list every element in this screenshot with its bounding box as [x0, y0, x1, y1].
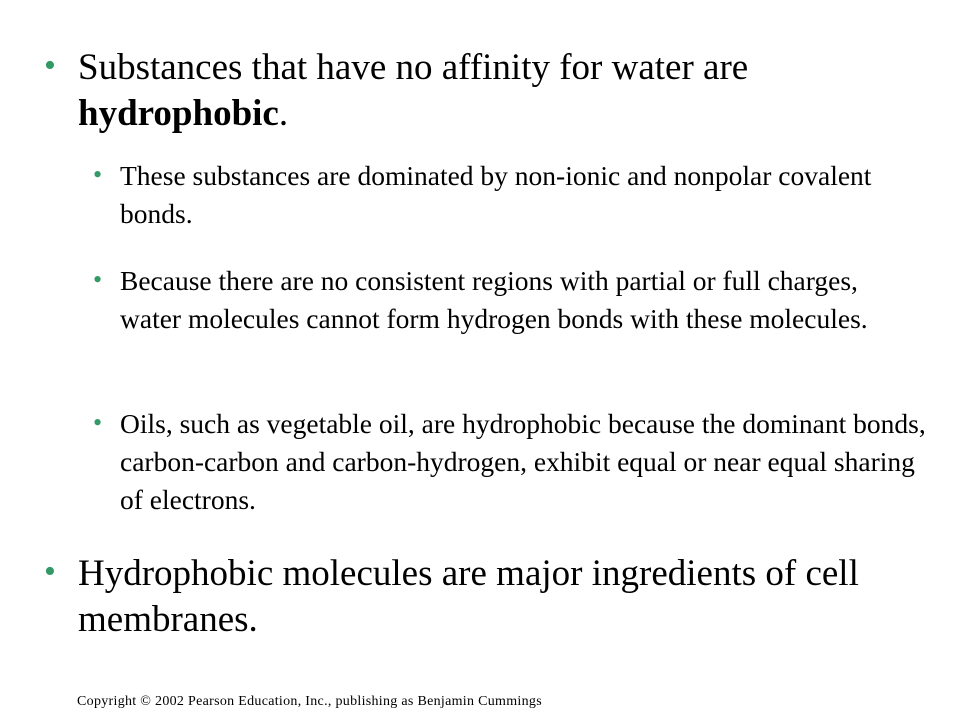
bullet-dot-icon: •: [93, 265, 103, 294]
bullet-text-end: .: [278, 93, 289, 134]
sub-bullet-oils: [93, 405, 930, 519]
bullet-dot-icon: •: [93, 160, 103, 189]
bullet-text: Oils, such as vegetable oil, are hydrophobic because the dominant bonds, carbon-carbon and carbon-hydrogen, exhibit equal or near equal sharing of electrons.: [120, 408, 926, 515]
sub-bullet-no-hydrogen-bonds: [93, 262, 920, 338]
bullet-dot-icon: •: [93, 408, 103, 437]
bullet-dot-icon: •: [44, 47, 56, 84]
bullet-text: Hydrophobic molecules are major ingredients of cell membranes.: [78, 553, 859, 640]
bullet-text: [78, 47, 748, 134]
sub-bullet-nonpolar-bonds: [93, 157, 880, 233]
copyright-footer: Copyright © 2002 Pearson Education, Inc., publishing as Benjamin Cummings: [77, 694, 542, 709]
bullet-dot-icon: •: [44, 553, 56, 590]
bullet-text: These substances are dominated by non-ionic and nonpolar covalent bonds.: [120, 160, 872, 229]
bullet-cell-membranes: [44, 551, 938, 643]
bold-term: hydrophobic: [78, 93, 279, 134]
bullet-text-start: Substances that have no affinity for water are: [78, 47, 749, 88]
bullet-hydrophobic-definition: [44, 45, 918, 137]
bullet-text: Because there are no consistent regions with partial or full charges, water molecules cannot form hydrogen bonds with these molecules.: [120, 265, 868, 334]
